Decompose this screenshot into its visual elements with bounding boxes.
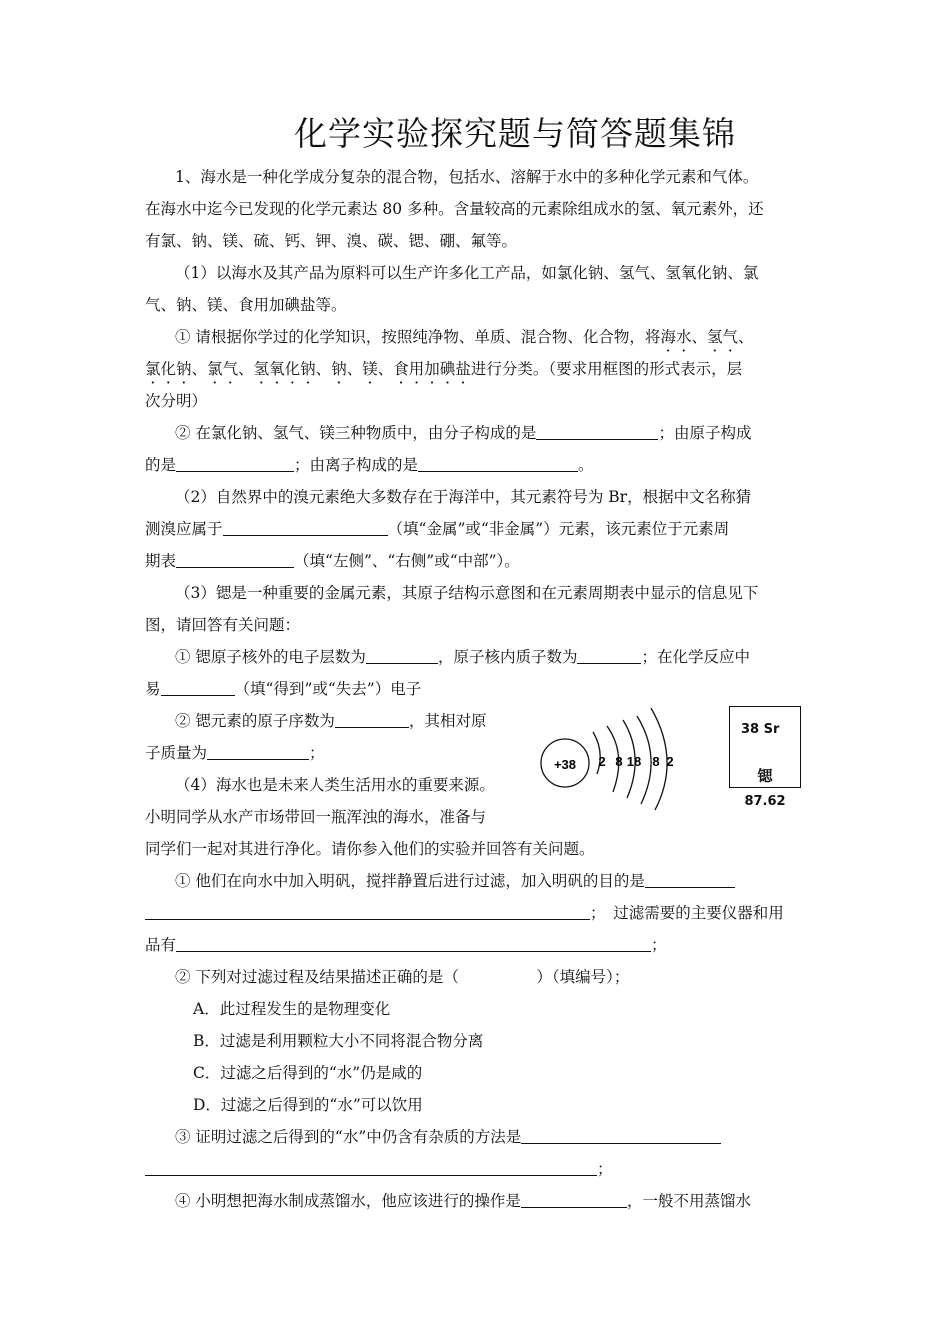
answer-blank[interactable] <box>176 455 294 472</box>
emphasis-char: 盐 <box>455 360 471 378</box>
q1-part3a-line1: ① 锶原子核外的电子层数为 ，原子核内质子数为 ；在化学反应中 <box>175 648 750 666</box>
q1-part3b-line1: ② 锶元素的原子序数为 ，其相对原 <box>175 712 487 730</box>
element-name: 锶 <box>757 767 773 785</box>
shell-electron-count: 2 <box>598 754 606 769</box>
q1-part1a-line3: 次分明） <box>145 392 208 410</box>
dotted-word <box>393 360 471 378</box>
answer-blank[interactable] <box>577 647 641 664</box>
q1-part1a-line1: ① 请根据你学过的化学知识，按照纯净物、单质、混合物、化合物，将海水、氢气、 <box>175 328 754 346</box>
q1-part3-line2: 图，请回答有关问题： <box>145 616 301 634</box>
element-number-symbol: 38 Sr <box>741 722 780 737</box>
q1-part4-line2: 小明同学从水产市场带回一瓶浑浊的海水，准备与 <box>145 808 487 826</box>
q1-part4-line3: 同学们一起对其进行净化。请你参入他们的实验并回答有关问题。 <box>145 840 595 858</box>
emphasis-char: 钠 <box>176 360 192 378</box>
q1-intro-line2: 在海水中迄今已发现的化学元素达 80 多种。含量较高的元素除组成水的氢、氧元素外，还 <box>145 200 764 218</box>
q1-part2-line1: （2）自然界中的溴元素绝大多数存在于海洋中，其元素符号为 Br，根据中文名称猜 <box>175 488 752 506</box>
q1-part3-line1: （3）锶是一种重要的金属元素，其原子结构示意图和在元素周期表中显示的信息见下 <box>175 584 759 602</box>
emphasis-char: 氯 <box>145 360 161 378</box>
nucleus-charge: +38 <box>553 757 577 772</box>
q1-part3b-line2: 子质量为 ； <box>145 744 325 762</box>
emphasis-char: 化 <box>284 360 301 378</box>
emphasis-char: 氢 <box>253 360 270 378</box>
answer-blank[interactable] <box>521 1127 721 1144</box>
option-d: D．过滤之后得到的“水”可以饮用 <box>193 1096 423 1114</box>
option-c: C．过滤之后得到的“水”仍是咸的 <box>193 1064 423 1082</box>
emphasis-char: 钠 <box>300 360 316 378</box>
q1-part4-line1: （4）海水也是未来人类生活用水的重要来源。 <box>175 776 495 794</box>
dotted-word <box>207 360 238 378</box>
answer-blank[interactable] <box>366 647 438 664</box>
periodic-table-cell <box>729 706 801 788</box>
q1-part1b-line1: ② 在氯化钠、氢气、镁三种物质中，由分子构成的是 ；由原子构成 <box>175 424 752 442</box>
q1-part2-line3: 期表 （填“左侧”、“右侧”或“中部”）。 <box>145 552 520 570</box>
answer-blank[interactable] <box>176 935 651 952</box>
q1-part4c-line2: ； <box>145 1159 613 1179</box>
option-a: A．此过程发生的是物理变化 <box>193 1000 391 1018</box>
dotted-word <box>660 328 691 346</box>
answer-blank[interactable] <box>418 455 578 472</box>
emphasis-char: 海 <box>660 328 676 346</box>
element-atomic-mass: 87.62 <box>744 794 786 809</box>
emphasis-char: 气 <box>722 328 739 346</box>
q1-part4b-line1: ② 下列对过滤过程及结果描述正确的是（ ）（填编号）； <box>175 968 630 986</box>
q1-part4a-line2: ； 过滤需要的主要仪器和用 <box>145 903 784 923</box>
emphasis-char: 氯 <box>207 360 223 378</box>
emphasis-char: 化 <box>160 360 177 378</box>
emphasis-char: 用 <box>408 360 425 378</box>
answer-blank[interactable] <box>176 551 294 568</box>
answer-blank[interactable] <box>521 1191 627 1208</box>
answer-blank[interactable] <box>335 711 409 728</box>
answer-blank[interactable] <box>223 519 388 536</box>
q1-part1a-line2: 氯化钠、氯气、氢氧化钠、钠、镁、食用加碘盐进行分类。（要求用框图的形式表示，层 <box>145 360 743 378</box>
q1-part4a-line3: 品有 ； <box>145 936 667 954</box>
dotted-word <box>145 360 192 378</box>
shell-electron-count: 8 <box>615 754 623 769</box>
q1-part4a-line1: ① 他们在向水中加入明矾，搅拌静置后进行过滤，加入明矾的目的是 <box>175 871 735 891</box>
emphasis-char: 镁 <box>362 360 378 378</box>
answer-blank[interactable] <box>145 903 590 920</box>
emphasis-char: 加 <box>424 360 440 378</box>
emphasis-char: 氢 <box>706 328 723 346</box>
emphasis-char: 碘 <box>439 360 456 378</box>
dotted-word <box>331 360 347 378</box>
dotted-word <box>362 360 378 378</box>
q1-part4c-line1: ③ 证明过滤之后得到的“水”中仍含有杂质的方法是 <box>175 1127 721 1147</box>
dotted-word <box>254 360 316 378</box>
q1-part2-line2: 测溴应属于 （填“金属”或“非金属”）元素，该元素位于元素周 <box>145 520 730 538</box>
answer-blank[interactable] <box>207 743 309 760</box>
emphasis-char: 氧 <box>269 360 285 378</box>
q1-part3a-line2: 易 （填“得到”或“失去”）电子 <box>145 680 422 698</box>
q1-intro-line1: 1、海水是一种化学成分复杂的混合物，包括水、溶解于水中的多种化学元素和气体。 <box>175 168 759 186</box>
q1-intro-line3: 有氯、钠、镁、硫、钙、钾、溴、碳、锶、硼、氟等。 <box>145 232 518 250</box>
answer-blank[interactable] <box>645 871 735 888</box>
shell-electron-count: 18 <box>626 754 642 769</box>
emphasis-char: 水 <box>675 328 692 346</box>
answer-blank[interactable] <box>536 423 658 440</box>
dotted-word <box>707 328 738 346</box>
answer-blank[interactable] <box>161 679 235 696</box>
q1-part4d-line1: ④ 小明想把海水制成蒸馏水，他应该进行的操作是 ，一般不用蒸馏水 <box>175 1192 751 1210</box>
answer-blank[interactable] <box>145 1159 597 1176</box>
shell-electron-count: 8 <box>652 754 660 769</box>
emphasis-char: 食 <box>393 360 409 378</box>
shell-electron-count: 2 <box>666 754 674 769</box>
q1-part1b-line2: 的是 ；由离子构成的是 。 <box>145 456 594 474</box>
emphasis-char: 气 <box>222 360 239 378</box>
q1-part1-line1: （1）以海水及其产品为原料可以生产许多化工产品，如氯化钠、氢气、氢氧化钠、氯 <box>175 264 759 282</box>
page-title: 化学实验探究题与简答题集锦 <box>294 114 736 153</box>
q1-part1-line2: 气、钠、镁、食用加碘盐等。 <box>145 296 347 314</box>
emphasis-char: 钠 <box>331 360 347 378</box>
option-b: B．过滤是利用颗粒大小不同将混合物分离 <box>193 1032 484 1050</box>
